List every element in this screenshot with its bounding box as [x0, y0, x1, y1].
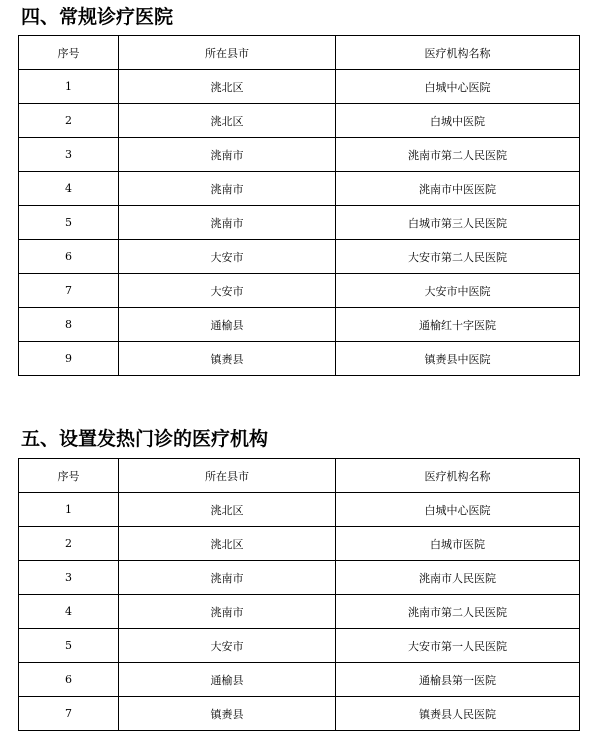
cell-institution: 白城中心医院: [336, 70, 580, 104]
cell-county: 大安市: [119, 274, 336, 308]
header-institution: 医疗机构名称: [336, 36, 580, 70]
cell-institution: 洮南市中医医院: [336, 172, 580, 206]
cell-county: 通榆县: [119, 663, 336, 697]
fever-clinics-table: [18, 458, 580, 731]
cell-county: 镇赉县: [119, 342, 336, 376]
cell-index: 5: [19, 206, 119, 240]
header-index: 序号: [19, 459, 119, 493]
table-row: [19, 308, 580, 342]
cell-index: 7: [19, 697, 119, 731]
table-row: [19, 527, 580, 561]
table-row: [19, 172, 580, 206]
cell-county: 洮南市: [119, 138, 336, 172]
cell-index: 9: [19, 342, 119, 376]
cell-institution: 通榆红十字医院: [336, 308, 580, 342]
cell-index: 7: [19, 274, 119, 308]
cell-county: 洮北区: [119, 527, 336, 561]
cell-index: 6: [19, 240, 119, 274]
table-row: [19, 70, 580, 104]
cell-institution: 洮南市人民医院: [336, 561, 580, 595]
cell-county: 洮北区: [119, 70, 336, 104]
cell-institution: 洮南市第二人民医院: [336, 138, 580, 172]
cell-index: 4: [19, 595, 119, 629]
table-header-row: [19, 459, 580, 493]
cell-county: 洮南市: [119, 206, 336, 240]
table-row: [19, 274, 580, 308]
cell-index: 1: [19, 493, 119, 527]
table-row: [19, 595, 580, 629]
cell-institution: 白城市医院: [336, 527, 580, 561]
cell-institution: 洮南市第二人民医院: [336, 595, 580, 629]
table-header-row: [19, 36, 580, 70]
table-row: [19, 697, 580, 731]
cell-county: 镇赉县: [119, 697, 336, 731]
cell-institution: 大安市第二人民医院: [336, 240, 580, 274]
section-title-regular-hospitals: 四、常规诊疗医院: [21, 6, 174, 28]
header-county: 所在县市: [119, 459, 336, 493]
cell-index: 5: [19, 629, 119, 663]
table-row: [19, 342, 580, 376]
cell-county: 洮北区: [119, 104, 336, 138]
table-row: [19, 240, 580, 274]
cell-institution: 通榆县第一医院: [336, 663, 580, 697]
section-title-fever-clinics: 五、设置发热门诊的医疗机构: [21, 428, 269, 450]
table-row: [19, 206, 580, 240]
cell-index: 3: [19, 138, 119, 172]
cell-institution: 大安市第一人民医院: [336, 629, 580, 663]
cell-institution: 白城中心医院: [336, 493, 580, 527]
cell-index: 6: [19, 663, 119, 697]
header-index: 序号: [19, 36, 119, 70]
table-row: [19, 104, 580, 138]
cell-institution: 白城市第三人民医院: [336, 206, 580, 240]
cell-index: 2: [19, 527, 119, 561]
cell-county: 洮北区: [119, 493, 336, 527]
table-row: [19, 493, 580, 527]
header-county: 所在县市: [119, 36, 336, 70]
cell-county: 大安市: [119, 629, 336, 663]
cell-index: 8: [19, 308, 119, 342]
cell-county: 洮南市: [119, 561, 336, 595]
cell-index: 1: [19, 70, 119, 104]
table-row: [19, 629, 580, 663]
cell-county: 大安市: [119, 240, 336, 274]
header-institution: 医疗机构名称: [336, 459, 580, 493]
table-row: [19, 138, 580, 172]
cell-institution: 白城中医院: [336, 104, 580, 138]
cell-county: 洮南市: [119, 172, 336, 206]
cell-institution: 镇赉县人民医院: [336, 697, 580, 731]
cell-county: 通榆县: [119, 308, 336, 342]
regular-hospitals-table: [18, 35, 580, 376]
cell-county: 洮南市: [119, 595, 336, 629]
cell-institution: 大安市中医院: [336, 274, 580, 308]
table-row: [19, 663, 580, 697]
cell-index: 4: [19, 172, 119, 206]
table-row: [19, 561, 580, 595]
cell-index: 2: [19, 104, 119, 138]
cell-index: 3: [19, 561, 119, 595]
cell-institution: 镇赉县中医院: [336, 342, 580, 376]
